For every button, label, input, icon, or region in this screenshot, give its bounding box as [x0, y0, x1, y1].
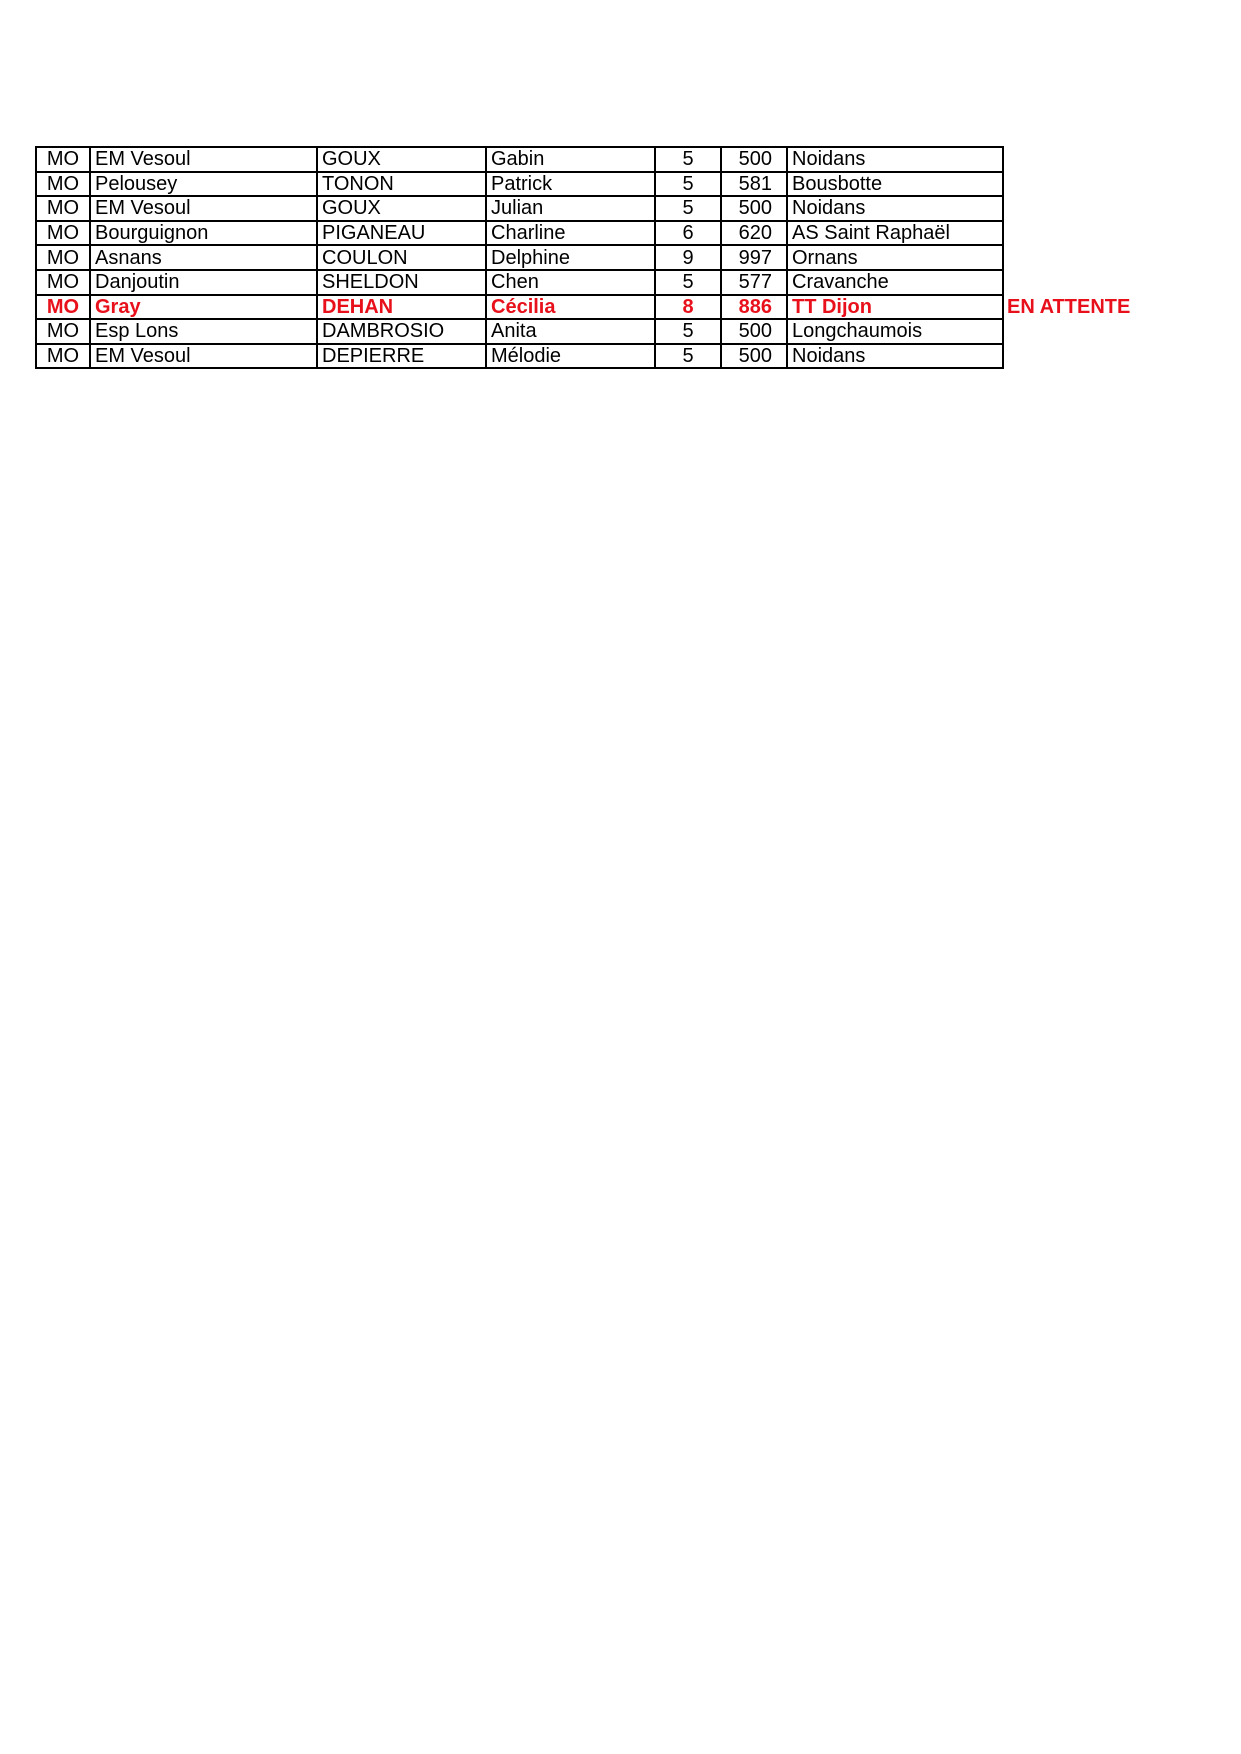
table-row [36, 147, 1153, 172]
last-name-cell: DEHAN [317, 295, 486, 320]
last-name-cell: DEPIERRE [317, 344, 486, 369]
club-cell: Esp Lons [90, 319, 317, 344]
last-name-cell: GOUX [317, 196, 486, 221]
table-row [36, 295, 1153, 320]
level-cell: 5 [655, 270, 721, 295]
team-cell: Bousbotte [787, 172, 1003, 197]
club-cell: Bourguignon [90, 221, 317, 246]
level-cell: 5 [655, 172, 721, 197]
first-name-cell: Delphine [486, 245, 655, 270]
status-note [1003, 344, 1153, 369]
team-cell: AS Saint Raphaël [787, 221, 1003, 246]
level-cell: 9 [655, 245, 721, 270]
table-row [36, 196, 1153, 221]
table-row [36, 270, 1153, 295]
table-row [36, 172, 1153, 197]
club-cell: EM Vesoul [90, 196, 317, 221]
category-cell: MO [36, 245, 90, 270]
table-body [36, 147, 1153, 368]
club-cell: Asnans [90, 245, 317, 270]
last-name-cell: TONON [317, 172, 486, 197]
table-row [36, 245, 1153, 270]
last-name-cell: COULON [317, 245, 486, 270]
first-name-cell: Gabin [486, 147, 655, 172]
first-name-cell: Patrick [486, 172, 655, 197]
last-name-cell: PIGANEAU [317, 221, 486, 246]
points-cell: 500 [721, 319, 787, 344]
first-name-cell: Anita [486, 319, 655, 344]
points-cell: 500 [721, 344, 787, 369]
team-cell: Longchaumois [787, 319, 1003, 344]
category-cell: MO [36, 172, 90, 197]
table-row [36, 221, 1153, 246]
status-note [1003, 172, 1153, 197]
last-name-cell: SHELDON [317, 270, 486, 295]
points-cell: 500 [721, 196, 787, 221]
last-name-cell: GOUX [317, 147, 486, 172]
status-note [1003, 221, 1153, 246]
status-note [1003, 319, 1153, 344]
first-name-cell: Chen [486, 270, 655, 295]
points-cell: 886 [721, 295, 787, 320]
level-cell: 5 [655, 344, 721, 369]
team-cell: Noidans [787, 344, 1003, 369]
team-cell: TT Dijon [787, 295, 1003, 320]
table-row [36, 344, 1153, 369]
category-cell: MO [36, 147, 90, 172]
category-cell: MO [36, 295, 90, 320]
category-cell: MO [36, 221, 90, 246]
level-cell: 8 [655, 295, 721, 320]
category-cell: MO [36, 270, 90, 295]
first-name-cell: Charline [486, 221, 655, 246]
registration-table [35, 146, 1154, 369]
level-cell: 5 [655, 319, 721, 344]
points-cell: 577 [721, 270, 787, 295]
club-cell: EM Vesoul [90, 147, 317, 172]
club-cell: Gray [90, 295, 317, 320]
last-name-cell: DAMBROSIO [317, 319, 486, 344]
table-row [36, 319, 1153, 344]
points-cell: 997 [721, 245, 787, 270]
points-cell: 620 [721, 221, 787, 246]
points-cell: 500 [721, 147, 787, 172]
team-cell: Noidans [787, 196, 1003, 221]
team-cell: Cravanche [787, 270, 1003, 295]
first-name-cell: Cécilia [486, 295, 655, 320]
status-note [1003, 270, 1153, 295]
level-cell: 5 [655, 196, 721, 221]
status-note: EN ATTENTE [1007, 295, 1131, 318]
category-cell: MO [36, 344, 90, 369]
team-cell: Ornans [787, 245, 1003, 270]
level-cell: 6 [655, 221, 721, 246]
club-cell: Pelousey [90, 172, 317, 197]
level-cell: 5 [655, 147, 721, 172]
status-note [1003, 245, 1153, 270]
first-name-cell: Mélodie [486, 344, 655, 369]
category-cell: MO [36, 196, 90, 221]
team-cell: Noidans [787, 147, 1003, 172]
club-cell: EM Vesoul [90, 344, 317, 369]
club-cell: Danjoutin [90, 270, 317, 295]
points-cell: 581 [721, 172, 787, 197]
status-note [1003, 147, 1153, 172]
first-name-cell: Julian [486, 196, 655, 221]
category-cell: MO [36, 319, 90, 344]
status-note [1003, 196, 1153, 221]
